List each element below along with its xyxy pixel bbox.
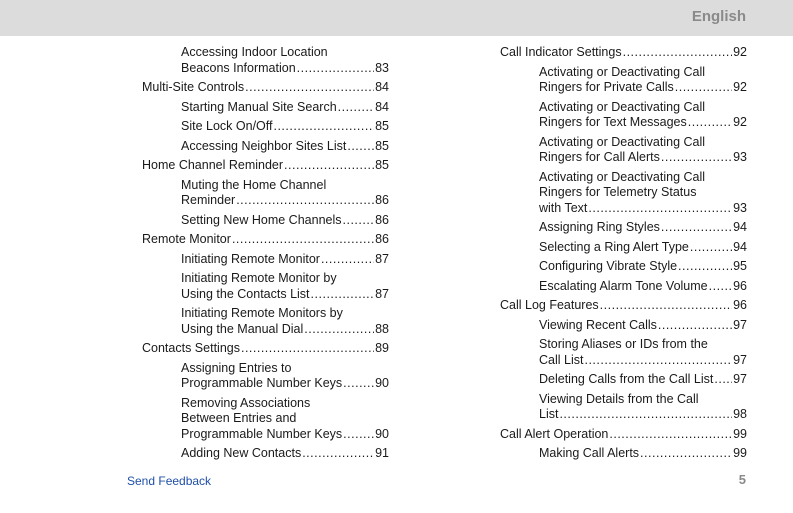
dot-leader [609, 427, 732, 443]
toc-entry-title: Ringers for Call Alerts [539, 150, 660, 164]
dot-leader [321, 252, 374, 268]
toc-entry-title-line: Accessing Indoor Location [181, 45, 328, 59]
dot-leader [714, 372, 732, 388]
dot-leader [347, 139, 374, 155]
toc-page-number: 86 [375, 212, 389, 227]
toc-entry-title: Reminder [181, 193, 236, 207]
page-header-band [0, 0, 793, 36]
toc-entry[interactable] [539, 65, 747, 96]
toc-entry-title: Selecting a Ring Alert Type [539, 239, 689, 254]
toc-entry[interactable] [181, 306, 389, 337]
toc-entry-title: Call Indicator Settings [500, 45, 622, 59]
toc-entry-title: Deleting Calls from the Call List [539, 372, 714, 386]
toc-page-number: 93 [733, 200, 747, 215]
toc-entry[interactable] [539, 279, 747, 295]
toc-page-number: 86 [375, 193, 389, 207]
dot-leader [284, 158, 374, 174]
toc-page-number: 84 [375, 80, 389, 94]
toc-page-number: 83 [375, 60, 389, 75]
toc-page-number: 91 [375, 446, 389, 460]
toc-entry[interactable] [142, 158, 389, 174]
dot-leader [623, 45, 733, 61]
toc-entry[interactable] [142, 341, 389, 357]
toc-entry-title: Initiating Remote Monitor [181, 251, 320, 266]
toc-entry-title: Starting Manual Site Search [181, 99, 337, 114]
toc-page-number: 90 [375, 426, 389, 441]
toc-entry-title-line: Ringers for Telemetry Status [539, 185, 697, 199]
toc-entry-title: Adding New Contacts [181, 446, 302, 460]
toc-page-number: 99 [733, 426, 747, 441]
toc-page-number: 89 [375, 341, 389, 355]
toc-entry-title: Escalating Alarm Tone Volume [539, 278, 708, 293]
toc-column-right [500, 45, 747, 466]
toc-entry[interactable] [539, 240, 747, 256]
toc-entry-title: Remote Monitor [142, 232, 231, 246]
dot-leader [675, 80, 732, 96]
toc-page-number: 87 [375, 286, 389, 301]
toc-entry-title: Call List [539, 352, 584, 367]
dot-leader [302, 446, 374, 462]
toc-page-number: 92 [733, 45, 747, 59]
toc-entry-title: Setting New Home Channels [181, 212, 342, 227]
toc-page-number: 84 [375, 99, 389, 114]
toc-entry-title: Configuring Vibrate Style [539, 259, 678, 273]
toc-page-number: 85 [375, 158, 389, 172]
toc-entry-title: Using the Contacts List [181, 286, 310, 301]
toc-page-number: 96 [733, 278, 747, 293]
dot-leader [588, 201, 732, 217]
toc-page-number: 88 [375, 321, 389, 336]
toc-entry[interactable] [539, 170, 747, 217]
toc-page-number: 97 [733, 352, 747, 367]
toc-entry-title-line: Activating or Deactivating Call [539, 99, 706, 114]
toc-page-number: 90 [375, 376, 389, 390]
dot-leader [584, 353, 732, 369]
dot-leader [661, 220, 732, 236]
toc-entry-title-line: Muting the Home Channel [181, 177, 327, 192]
toc-entry-title: Beacons Information [181, 60, 296, 75]
dot-leader [690, 240, 732, 256]
toc-entry[interactable] [539, 372, 747, 388]
toc-entry[interactable] [500, 427, 747, 443]
toc-page-number: 98 [733, 407, 747, 421]
toc-page-number: 99 [733, 446, 747, 460]
toc-page-number: 94 [733, 239, 747, 254]
toc-entry[interactable] [181, 361, 389, 392]
toc-entry[interactable] [181, 271, 389, 302]
toc-page-number: 92 [733, 80, 747, 94]
dot-leader [688, 115, 732, 131]
toc-entry[interactable] [181, 119, 389, 135]
toc-entry-title: Ringers for Private Calls [539, 80, 674, 94]
toc-entry-title: List [539, 407, 559, 421]
dot-leader [273, 119, 374, 135]
toc-page-number: 92 [733, 115, 747, 129]
toc-column-left [142, 45, 389, 466]
toc-page-number: 85 [375, 138, 389, 153]
toc-entry-title: Viewing Recent Calls [539, 317, 657, 332]
toc-entry[interactable] [539, 392, 747, 423]
toc-entry-title: Making Call Alerts [539, 446, 640, 460]
dot-leader [343, 376, 374, 392]
toc-entry-title: Programmable Number Keys [181, 426, 343, 441]
toc-page-number: 95 [733, 259, 747, 273]
dot-leader [245, 80, 374, 96]
toc-entry-title-line: Storing Aliases or IDs from the [539, 337, 708, 351]
dot-leader [678, 259, 732, 275]
toc-entry-title-line: Activating or Deactivating Call [539, 169, 706, 184]
toc-entry-title-line: Viewing Details from the Call [539, 391, 699, 406]
dot-leader [661, 150, 732, 166]
toc-page-number: 96 [733, 298, 747, 312]
dot-leader [559, 407, 732, 423]
toc-entry-title-line: Between Entries and [181, 411, 297, 425]
toc-entry-title: Contacts Settings [142, 341, 240, 355]
toc-page-number: 97 [733, 317, 747, 332]
page-number: 5 [738, 472, 746, 487]
toc-entry-title-line: Activating or Deactivating Call [539, 134, 706, 149]
dot-leader [600, 298, 732, 314]
language-label: English [691, 8, 746, 25]
toc-entry-title: Multi-Site Controls [142, 80, 245, 94]
toc-entry[interactable] [539, 100, 747, 131]
toc-entry[interactable] [181, 446, 389, 462]
dot-leader [658, 318, 732, 334]
toc-entry[interactable] [181, 139, 389, 155]
dot-leader [338, 100, 374, 116]
toc-entry-title: Call Alert Operation [500, 426, 609, 441]
toc-entry-title: with Text [539, 200, 588, 215]
toc-entry[interactable] [539, 446, 747, 462]
toc-entry-title-line: Removing Associations [181, 395, 311, 410]
send-feedback-link[interactable]: Send Feedback [127, 474, 212, 488]
toc-entry-title-line: Activating or Deactivating Call [539, 64, 706, 79]
dot-leader [311, 287, 375, 303]
dot-leader [236, 193, 374, 209]
toc-entry-title: Programmable Number Keys [181, 376, 343, 390]
toc-entry[interactable] [181, 178, 389, 209]
toc-entry[interactable] [142, 232, 389, 248]
toc-page-number: 93 [733, 150, 747, 164]
toc-entry-title-line: Initiating Remote Monitor by [181, 271, 337, 285]
toc-page-number: 85 [375, 119, 389, 133]
dot-leader [343, 427, 374, 443]
toc-entry[interactable] [539, 220, 747, 236]
dot-leader [709, 279, 732, 295]
toc-page-number: 86 [375, 232, 389, 246]
dot-leader [343, 213, 375, 229]
toc-entry-title: Call Log Features [500, 298, 599, 312]
dot-leader [297, 61, 374, 77]
toc-entry[interactable] [181, 213, 389, 229]
dot-leader [241, 341, 374, 357]
toc-entry[interactable] [539, 337, 747, 368]
toc-page-number: 94 [733, 220, 747, 234]
toc-entry[interactable] [181, 100, 389, 116]
toc-page-number: 87 [375, 251, 389, 266]
toc-entry[interactable] [500, 298, 747, 314]
toc-entry-title: Accessing Neighbor Sites List [181, 138, 347, 153]
toc-entry[interactable] [539, 318, 747, 334]
toc-entry[interactable] [500, 45, 747, 61]
dot-leader [304, 322, 374, 338]
toc-entry-title: Site Lock On/Off [181, 119, 273, 133]
toc-entry-title-line: Initiating Remote Monitors by [181, 306, 343, 320]
toc-entry[interactable] [181, 252, 389, 268]
toc-entry[interactable] [539, 259, 747, 275]
toc-entry[interactable] [539, 135, 747, 166]
toc-page-number: 97 [733, 372, 747, 386]
toc-entry-title: Home Channel Reminder [142, 158, 284, 172]
toc-entry-title: Ringers for Text Messages [539, 115, 687, 129]
toc-entry-title-line: Assigning Entries to [181, 360, 292, 375]
toc-entry-title: Assigning Ring Styles [539, 220, 660, 234]
toc-entry-title: Using the Manual Dial [181, 321, 304, 336]
toc-entry[interactable] [181, 396, 389, 443]
toc-entry[interactable] [142, 80, 389, 96]
toc-entry[interactable] [181, 45, 389, 76]
dot-leader [640, 446, 732, 462]
dot-leader [232, 232, 374, 248]
